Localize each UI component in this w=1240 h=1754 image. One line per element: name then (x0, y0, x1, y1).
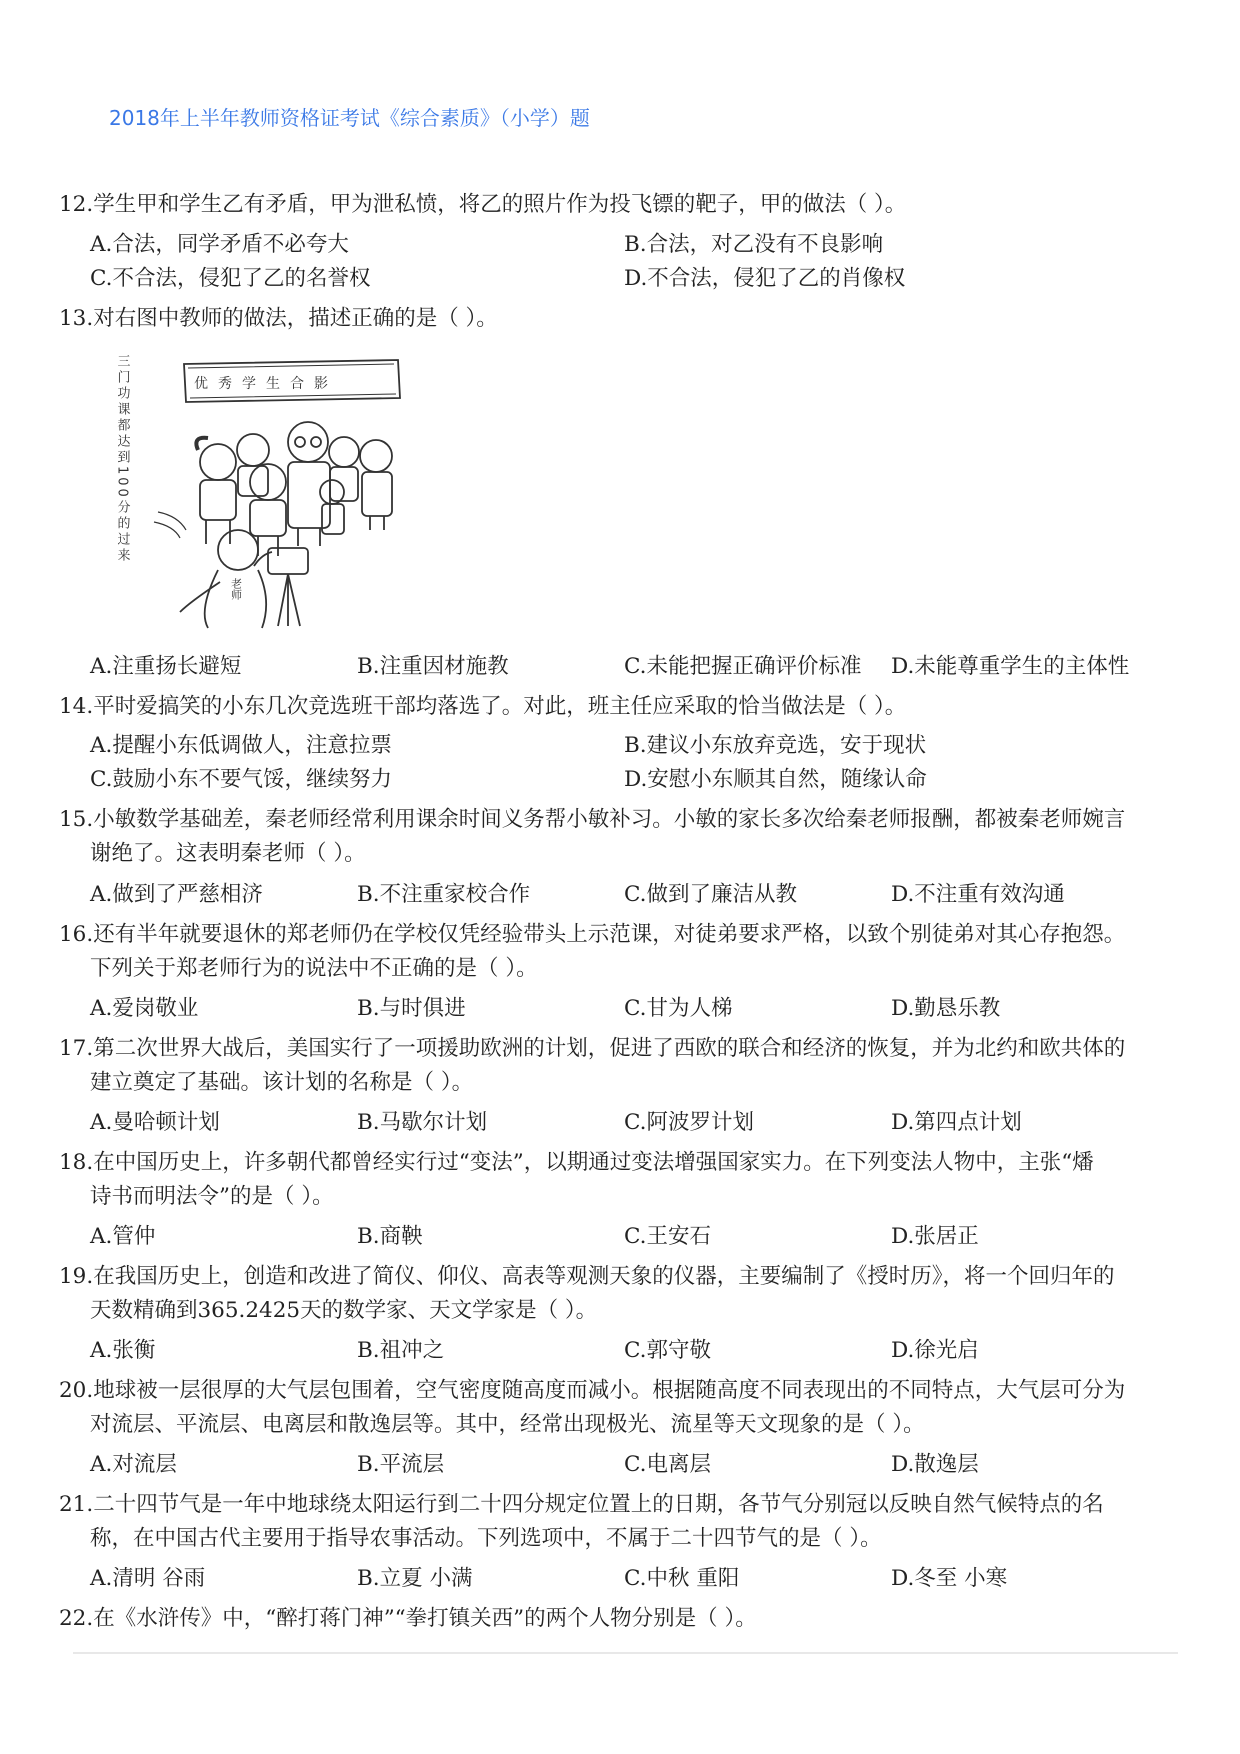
question-16 (59, 918, 1125, 986)
question-number: 13. (59, 306, 94, 331)
question-text: 平时爱搞笑的小东几次竞选班干部均落选了。对此，班主任应采取的恰当做法是（ ）。 (93, 694, 907, 719)
question-number: 19. (59, 1264, 94, 1289)
question-number: 15. (59, 807, 94, 832)
option-c: C.做到了廉洁从教 (624, 882, 798, 907)
question-12 (59, 188, 906, 222)
question-text: 在《水浒传》中，“醉打蒋门神”“拳打镇关西”的两个人物分别是（ ）。 (93, 1606, 757, 1631)
question-text-line2: 诗书而明法令”的是（ ）。 (90, 1184, 334, 1209)
option-d: D.张居正 (891, 1224, 979, 1249)
question-number: 18. (59, 1150, 94, 1175)
question-text-line2: 称，在中国古代主要用于指导农事活动。下列选项中，不属于二十四节气的是（ ）。 (90, 1526, 882, 1551)
option-b: B.建议小东放弃竞选，安于现状 (624, 733, 927, 758)
option-d: D.勤恳乐教 (891, 996, 1001, 1021)
question-text-line2: 天数精确到365.2425天的数学家、天文学家是（ ）。 (90, 1298, 598, 1323)
question-22 (59, 1602, 757, 1636)
question-19 (59, 1260, 1114, 1328)
question-text: 学生甲和学生乙有矛盾，甲为泄私愤，将乙的照片作为投飞镖的靶子，甲的做法（ ）。 (93, 192, 907, 217)
option-b: B.立夏 小满 (357, 1566, 473, 1591)
option-d: D.散逸层 (891, 1452, 979, 1477)
option-d: D.安慰小东顺其自然，随缘认命 (624, 767, 927, 792)
option-b: B.不注重家校合作 (357, 882, 531, 907)
question-text: 还有半年就要退休的郑老师仍在学校仅凭经验带头上示范课，对徒弟要求严格，以致个别徒弟对其心存抱怨。 (93, 922, 1126, 947)
option-d: D.不注重有效沟通 (891, 882, 1065, 907)
option-c: C.甘为人梯 (624, 996, 733, 1021)
option-b: B.合法，对乙没有不良影响 (624, 232, 884, 257)
option-c: C.电离层 (624, 1452, 712, 1477)
question-21 (59, 1488, 1104, 1556)
option-b: B.与时俱进 (357, 996, 466, 1021)
question-17 (59, 1032, 1125, 1100)
question-number: 17. (59, 1036, 94, 1061)
option-c: C.中秋 重阳 (624, 1566, 740, 1591)
option-b: B.平流层 (357, 1452, 445, 1477)
question-text-line2: 对流层、平流层、电离层和散逸层等。其中，经常出现极光、流星等天文现象的是（ ）。 (90, 1412, 925, 1437)
option-d: D.徐光启 (891, 1338, 979, 1363)
question-18 (59, 1146, 1094, 1214)
question-14 (59, 690, 906, 724)
option-a: A.张衡 (90, 1338, 156, 1363)
option-b: B.祖冲之 (357, 1338, 445, 1363)
option-c: C.不合法，侵犯了乙的名誉权 (90, 266, 371, 291)
option-c: C.鼓励小东不要气馁，继续努力 (90, 767, 393, 792)
question-number: 22. (59, 1606, 94, 1631)
question-text: 地球被一层很厚的大气层包围着，空气密度随高度而减小。根据随高度不同表现出的不同特点，大气层可分为 (93, 1378, 1126, 1403)
banner-text: 优秀学生合影 (194, 376, 338, 392)
option-a: A.曼哈顿计划 (90, 1110, 220, 1135)
option-a: A.注重扬长避短 (90, 654, 242, 679)
document-title: 2018年上半年教师资格证考试《综合素质》（小学）题 (109, 106, 590, 130)
cartoon-drawing (114, 352, 408, 628)
question-text-line2: 谢绝了。这表明秦老师（ ）。 (90, 841, 366, 866)
question-text: 小敏数学基础差，秦老师经常利用课余时间义务帮小敏补习。小敏的家长多次给秦老师报酬，都被秦老师婉言 (93, 807, 1126, 832)
option-a: A.清明 谷雨 (90, 1566, 206, 1591)
question-text: 第二次世界大战后，美国实行了一项援助欧洲的计划，促进了西欧的联合和经济的恢复，并为北约和欧共体的 (93, 1036, 1126, 1061)
option-c: C.王安石 (624, 1224, 712, 1249)
option-c: C.未能把握正确评价标准 (624, 654, 862, 679)
option-d: D.未能尊重学生的主体性 (891, 654, 1130, 679)
question-text: 对右图中教师的做法，描述正确的是（ ）。 (93, 306, 498, 331)
question-text-line2: 建立奠定了基础。该计划的名称是（ ）。 (90, 1070, 474, 1095)
option-c: C.郭守敬 (624, 1338, 712, 1363)
option-b: B.马歇尔计划 (357, 1110, 488, 1135)
option-a: A.爱岗敬业 (90, 996, 199, 1021)
cartoon-illustration (114, 352, 408, 628)
question-number: 14. (59, 694, 94, 719)
option-d: D.冬至 小寒 (891, 1566, 1008, 1591)
question-number: 20. (59, 1378, 94, 1403)
question-15 (59, 803, 1125, 871)
question-13 (59, 302, 498, 336)
option-a: A.对流层 (90, 1452, 177, 1477)
option-d: D.第四点计划 (891, 1110, 1022, 1135)
teacher-label: 老师 (229, 578, 243, 600)
question-text: 在我国历史上，创造和改进了简仪、仰仪、高表等观测天象的仪器，主要编制了《授时历》，将一个回归年的 (93, 1264, 1115, 1289)
question-20 (59, 1374, 1125, 1442)
option-a: A.提醒小东低调做人，注意拉票 (90, 733, 392, 758)
question-number: 12. (59, 192, 94, 217)
question-text: 二十四节气是一年中地球绕太阳运行到二十四分规定位置上的日期，各节气分别冠以反映自然气候特点的名 (93, 1492, 1104, 1517)
question-number: 16. (59, 922, 94, 947)
option-d: D.不合法，侵犯了乙的肖像权 (624, 266, 906, 291)
question-text-line2: 下列关于郑老师行为的说法中不正确的是（ ）。 (90, 956, 538, 981)
option-a: A.做到了严慈相济 (90, 882, 263, 907)
option-b: B.注重因材施教 (357, 654, 509, 679)
option-a: A.合法，同学矛盾不必夸大 (90, 232, 349, 257)
question-number: 21. (59, 1492, 94, 1517)
question-text: 在中国历史上，许多朝代都曾经实行过“变法”，以期通过变法增强国家实力。在下列变法人物中，主张“燔 (93, 1150, 1094, 1175)
page-divider (73, 1652, 1178, 1654)
side-caption: 三门功课都达到100分的过来 (114, 354, 130, 564)
option-a: A.管仲 (90, 1224, 156, 1249)
option-c: C.阿波罗计划 (624, 1110, 755, 1135)
option-b: B.商鞅 (357, 1224, 423, 1249)
